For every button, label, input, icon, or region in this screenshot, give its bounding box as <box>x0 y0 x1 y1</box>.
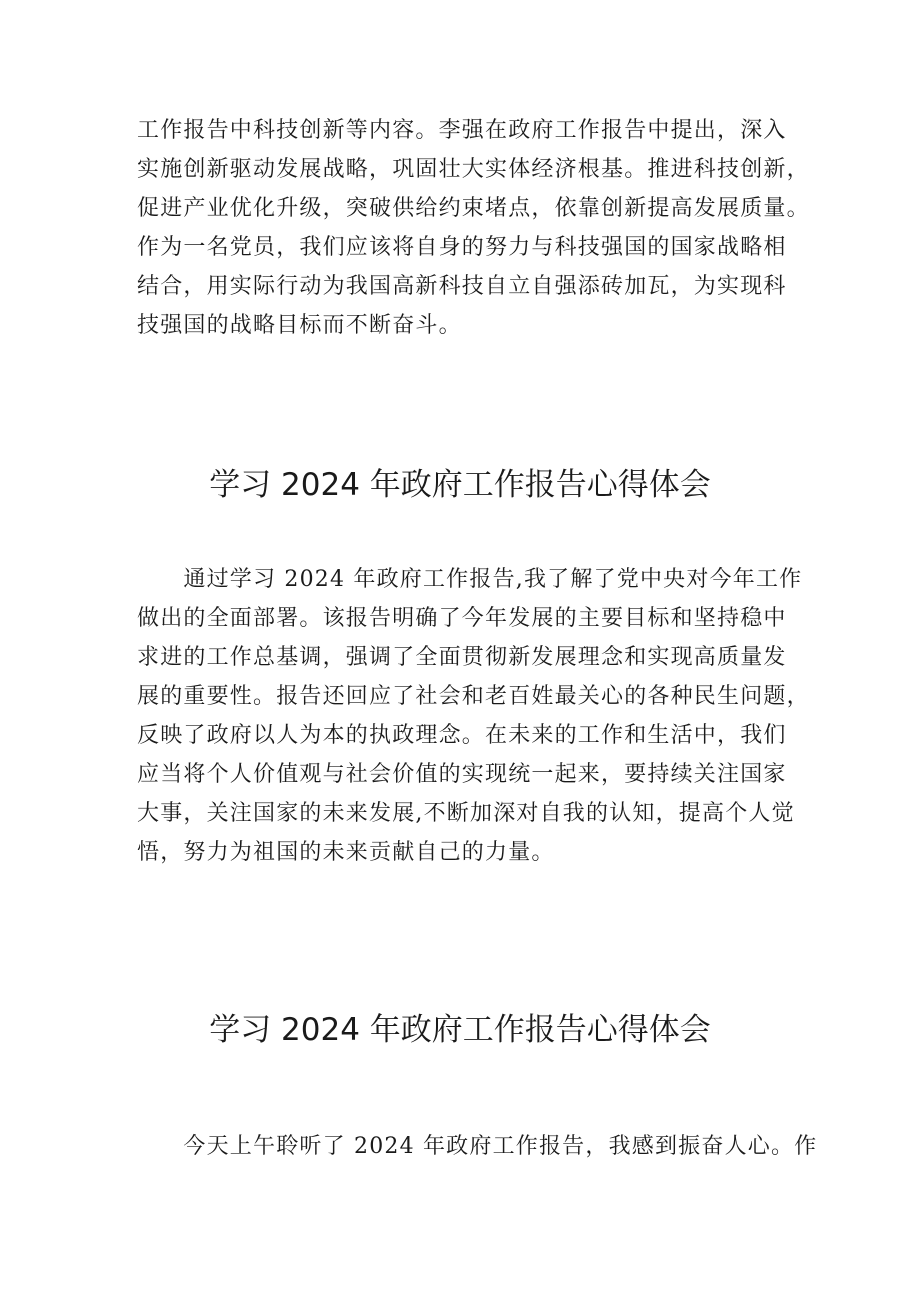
paragraph-line: 技强国的战略目标而不断奋斗。 <box>137 313 462 338</box>
paragraph-line: 应当将个人价值观与社会价值的实现统一起来，要持续关注国家 <box>137 762 787 787</box>
paragraph-line: 求进的工作总基调，强调了全面贯彻新发展理念和实现高质量发 <box>137 645 787 670</box>
paragraph-body <box>137 560 810 872</box>
paragraph-line: 反映了政府以人为本的执政理念。在未来的工作和生活中，我们 <box>137 723 787 748</box>
paragraph-line: 展的重要性。报告还回应了社会和老百姓最关心的各种民生问题， <box>137 684 810 709</box>
paragraph-intro-continued <box>137 111 810 345</box>
paragraph-line: 促进产业优化升级，突破供给约束堵点，依靠创新提高发展质量。 <box>137 196 810 221</box>
section-heading: 学习 2024 年政府工作报告心得体会 <box>209 1012 711 1048</box>
paragraph-line: 作为一名党员，我们应该将自身的努力与科技强国的国家战略相 <box>137 235 787 260</box>
paragraph-line: 做出的全面部署。该报告明确了今年发展的主要目标和坚持稳中 <box>137 606 787 631</box>
paragraph-line: 实施创新驱动发展战略，巩固壮大实体经济根基。推进科技创新， <box>137 157 810 182</box>
section-heading: 学习 2024 年政府工作报告心得体会 <box>209 467 711 503</box>
paragraph-line: 结合，用实际行动为我国高新科技自立自强添砖加瓦，为实现科 <box>137 274 787 299</box>
paragraph-line: 悟，努力为祖国的未来贡献自己的力量。 <box>137 840 555 865</box>
paragraph-line: 通过学习 2024 年政府工作报告,我了解了党中央对今年工作 <box>137 567 803 592</box>
paragraph-line: 今天上午聆听了 2024 年政府工作报告，我感到振奋人心。作 <box>137 1134 818 1159</box>
paragraph-body <box>137 1127 818 1166</box>
paragraph-line: 工作报告中科技创新等内容。李强在政府工作报告中提出，深入 <box>137 118 787 143</box>
paragraph-line: 大事，关注国家的未来发展,不断加深对自我的认知，提高个人觉 <box>137 801 795 826</box>
